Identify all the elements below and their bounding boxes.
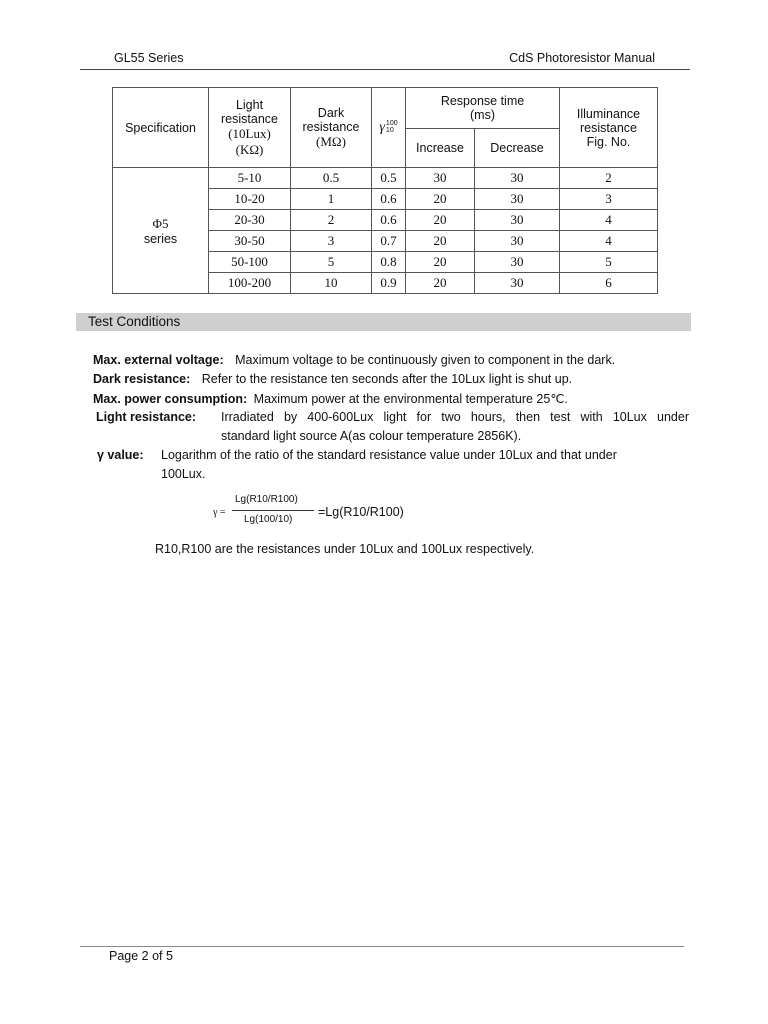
cell: 30	[475, 168, 560, 189]
power-line	[93, 391, 568, 406]
col-spec: Specification	[113, 88, 209, 168]
cell: 1	[291, 189, 372, 210]
formula-numerator: Lg(R10/R100)	[235, 494, 298, 505]
col-light-resistance: Light resistance (10Lux) (KΩ)	[209, 88, 291, 168]
formula-denominator: Lg(100/10)	[244, 514, 293, 525]
cell: 20	[406, 210, 475, 231]
cell: 3	[560, 189, 658, 210]
col-decrease: Decrease	[475, 129, 560, 168]
cell: 0.8	[372, 252, 406, 273]
cell: 30	[406, 168, 475, 189]
cell: 0.5	[372, 168, 406, 189]
header-manual-title: CdS Photoresistor Manual	[509, 51, 655, 65]
col-gamma: γ100 10	[372, 88, 406, 168]
cell: 0.6	[372, 210, 406, 231]
cell: 10-20	[209, 189, 291, 210]
table-row	[113, 168, 658, 189]
cell: 0.5	[291, 168, 372, 189]
cell: 4	[560, 210, 658, 231]
cell: 20	[406, 273, 475, 294]
cell: 0.6	[372, 189, 406, 210]
cell: 5	[291, 252, 372, 273]
cell: 30	[475, 231, 560, 252]
light-resistance-label: Light resistance:	[96, 410, 197, 424]
header-rule	[80, 69, 690, 70]
cell: 5	[560, 252, 658, 273]
power-text: Maximum power at the environmental temperature 25℃.	[253, 392, 568, 406]
spec-table	[112, 87, 658, 294]
col-response-time: Response time (ms)	[406, 88, 560, 129]
group-label: Φ5 series	[113, 168, 209, 294]
max-voltage-line	[93, 353, 615, 367]
cell: 2	[560, 168, 658, 189]
cell: 2	[291, 210, 372, 231]
dark-resistance-text: Refer to the resistance ten seconds after the 10Lux light is shut up.	[201, 372, 573, 386]
col-increase: Increase	[406, 129, 475, 168]
dark-resistance-line	[93, 372, 572, 386]
light-resistance-text-1: Irradiated by 400-600Lux light for two hours, then test with 10Lux under	[221, 410, 689, 424]
max-voltage-text: Maximum voltage to be continuously given to component in the dark.	[235, 353, 616, 367]
cell: 50-100	[209, 252, 291, 273]
cell: 30	[475, 273, 560, 294]
max-voltage-label: Max. external voltage:	[93, 353, 224, 367]
header-series: GL55 Series	[114, 51, 184, 65]
power-label: Max. power consumption:	[93, 392, 248, 406]
cell: 30	[475, 252, 560, 273]
cell: 4	[560, 231, 658, 252]
cell: 20	[406, 252, 475, 273]
formula-result: =Lg(R10/R100)	[318, 505, 404, 519]
cell: 30	[475, 210, 560, 231]
fraction-bar	[232, 510, 314, 511]
cell: 0.9	[372, 273, 406, 294]
table-header-row	[113, 88, 658, 129]
cell: 6	[560, 273, 658, 294]
cell: 0.7	[372, 231, 406, 252]
col-illuminance: Illuminance resistance Fig. No.	[560, 88, 658, 168]
cell: 30-50	[209, 231, 291, 252]
gamma-text-1: Logarithm of the ratio of the standard resistance value under 10Lux and that under	[161, 448, 617, 462]
page-number: Page 2 of 5	[109, 949, 173, 963]
cell: 20	[406, 189, 475, 210]
cell: 10	[291, 273, 372, 294]
footer-rule	[80, 946, 684, 947]
section-title: Test Conditions	[88, 314, 181, 329]
cell: 3	[291, 231, 372, 252]
cell: 30	[475, 189, 560, 210]
cell: 20-30	[209, 210, 291, 231]
light-resistance-text-2: standard light source A(as colour temperature 2856K).	[221, 429, 522, 443]
dark-resistance-label: Dark resistance:	[93, 372, 191, 386]
gamma-label: γ value:	[97, 448, 144, 462]
col-dark-resistance: Dark resistance (MΩ)	[291, 88, 372, 168]
cell: 5-10	[209, 168, 291, 189]
gamma-text-2: 100Lux.	[161, 467, 206, 481]
cell: 100-200	[209, 273, 291, 294]
formula-note: R10,R100 are the resistances under 10Lux and 100Lux respectively.	[155, 542, 535, 556]
cell: 20	[406, 231, 475, 252]
formula-lhs: γ =	[213, 507, 226, 518]
